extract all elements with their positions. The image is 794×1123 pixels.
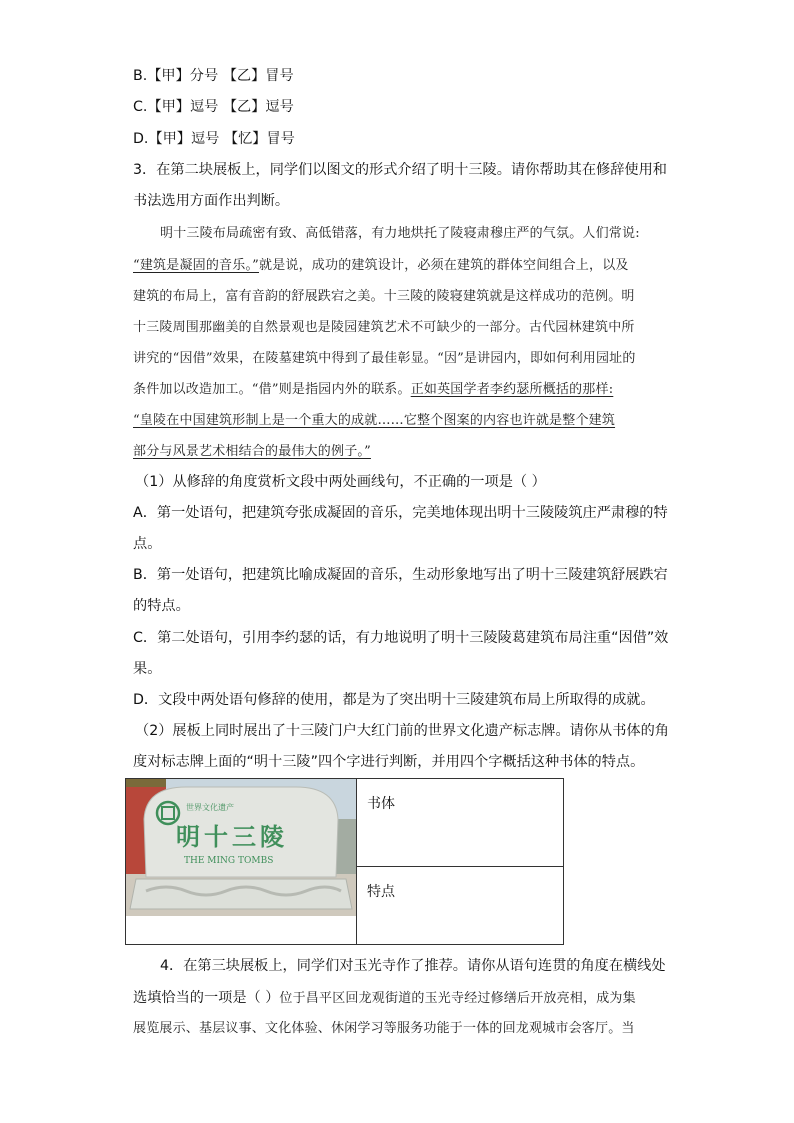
calligraphy-style-cell[interactable]	[357, 779, 564, 867]
passage-line2-rest: 就是说，成功的建筑设计，必须在建筑的群体空间组合上，以及	[259, 258, 629, 273]
style-feature-label: 特点	[367, 884, 395, 900]
stone-main-text: 明十三陵	[176, 822, 288, 851]
sub1-option-b-line1: B．第一处语句，把建筑比喻成凝固的音乐，生动形象地写出了明十三陵建筑舒展跌宕	[133, 567, 668, 583]
passage-line6-pre: 条件加以改造加工。“借”则是指园内外的联系。	[133, 382, 411, 397]
sub2-line1: （2）展板上同时展出了十三陵门户大红门前的世界文化遗产标志牌。请你从书体的角	[135, 723, 669, 739]
underlined-sentence-2b: “皇陵在中国建筑形制上是一个重大的成就……它整个图案的内容也许就是整个建筑	[133, 413, 616, 428]
q4-line2	[133, 988, 636, 1008]
underlined-sentence-1: “建筑是凝固的音乐。”	[133, 258, 259, 273]
passage-line1: 明十三陵布局疏密有致、高低错落，有力地烘托了陵寝肃穆庄严的气氛。人们常说:	[160, 226, 640, 241]
q4-line1: 4．在第三块展板上，同学们对玉光寺作了推荐。请你从语句连贯的角度在横线处	[160, 958, 666, 974]
sub1-option-c-line2: 果。	[133, 661, 162, 677]
q3-prompt-line1: 3．在第二块展板上，同学们以图文的形式介绍了明十三陵。请你帮助其在修辞使用和	[133, 162, 667, 178]
passage-line4: 十三陵周围那幽美的自然景观也是陵园建筑艺术不可缺少的一部分。古代园林建筑中所	[133, 320, 635, 335]
heritage-label: 世界文化遗产	[186, 803, 234, 812]
underlined-sentence-2a: 正如英国学者李约瑟所概括的那样:	[410, 382, 614, 397]
style-feature-cell[interactable]	[357, 867, 564, 945]
q4-passage-line2: 展览展示、基层议事、文化体验、休闲学习等服务功能于一体的回龙观城市会客厅。当	[133, 1021, 635, 1036]
sub1-option-a-line1: A．第一处语句，把建筑夸张成凝固的音乐，完美地体现出明十三陵陵筑庄严肃穆的特	[133, 505, 668, 521]
sub1-option-d: D．文段中两处语句修辞的使用，都是为了突出明十三陵建筑布局上所取得的成就。	[133, 692, 655, 708]
sub1-option-b-line2: 的特点。	[133, 598, 190, 614]
sub1-option-c-line1: C．第二处语句，引用李约瑟的话，有力地说明了明十三陵陵葛建筑布局注重“因借”效	[133, 630, 669, 646]
q3-prompt-line2: 书法选用方面作出判断。	[133, 193, 290, 209]
sub1-stem: （1）从修辞的角度赏析文段中两处画线句，不正确的一项是（ ）	[135, 474, 546, 490]
q4-passage-start: 位于昌平区回龙观街道的玉光寺经过修缮后开放亮相，成为集	[279, 991, 636, 1006]
answer-table	[125, 778, 564, 945]
heritage-stone-photo	[126, 779, 356, 916]
option-b: B.【甲】分号 【乙】冒号	[133, 68, 294, 84]
passage-line5: 讲究的“因借”效果，在陵墓建筑中得到了最佳彰显。“因”是讲园内，即如何利用园址的	[133, 351, 636, 366]
sub1-option-a-line2: 点。	[133, 536, 162, 552]
q4-stem: 选填恰当的一项是（ ）	[133, 990, 280, 1006]
option-c: C.【甲】逗号 【乙】逗号	[133, 99, 294, 115]
heritage-stone-image	[126, 779, 356, 916]
sub2-line2: 度对标志牌上面的“明十三陵”四个字进行判断，并用四个字概括这种书体的特点。	[133, 754, 645, 770]
passage-line3: 建筑的布局上，富有音韵的舒展跌宕之美。十三陵的陵寝建筑就是这样成功的范例。明	[133, 289, 635, 304]
option-d: D.【甲】逗号 【忆】冒号	[133, 131, 295, 147]
stone-photo-cell	[126, 779, 357, 945]
passage-line6	[133, 381, 658, 399]
underlined-sentence-2c: 部分与风景艺术相结合的最伟大的例子。”	[133, 444, 371, 459]
calligraphy-style-label: 书体	[367, 796, 395, 812]
passage-line2	[133, 257, 658, 275]
stone-english-text: THE MING TOMBS	[184, 856, 274, 866]
